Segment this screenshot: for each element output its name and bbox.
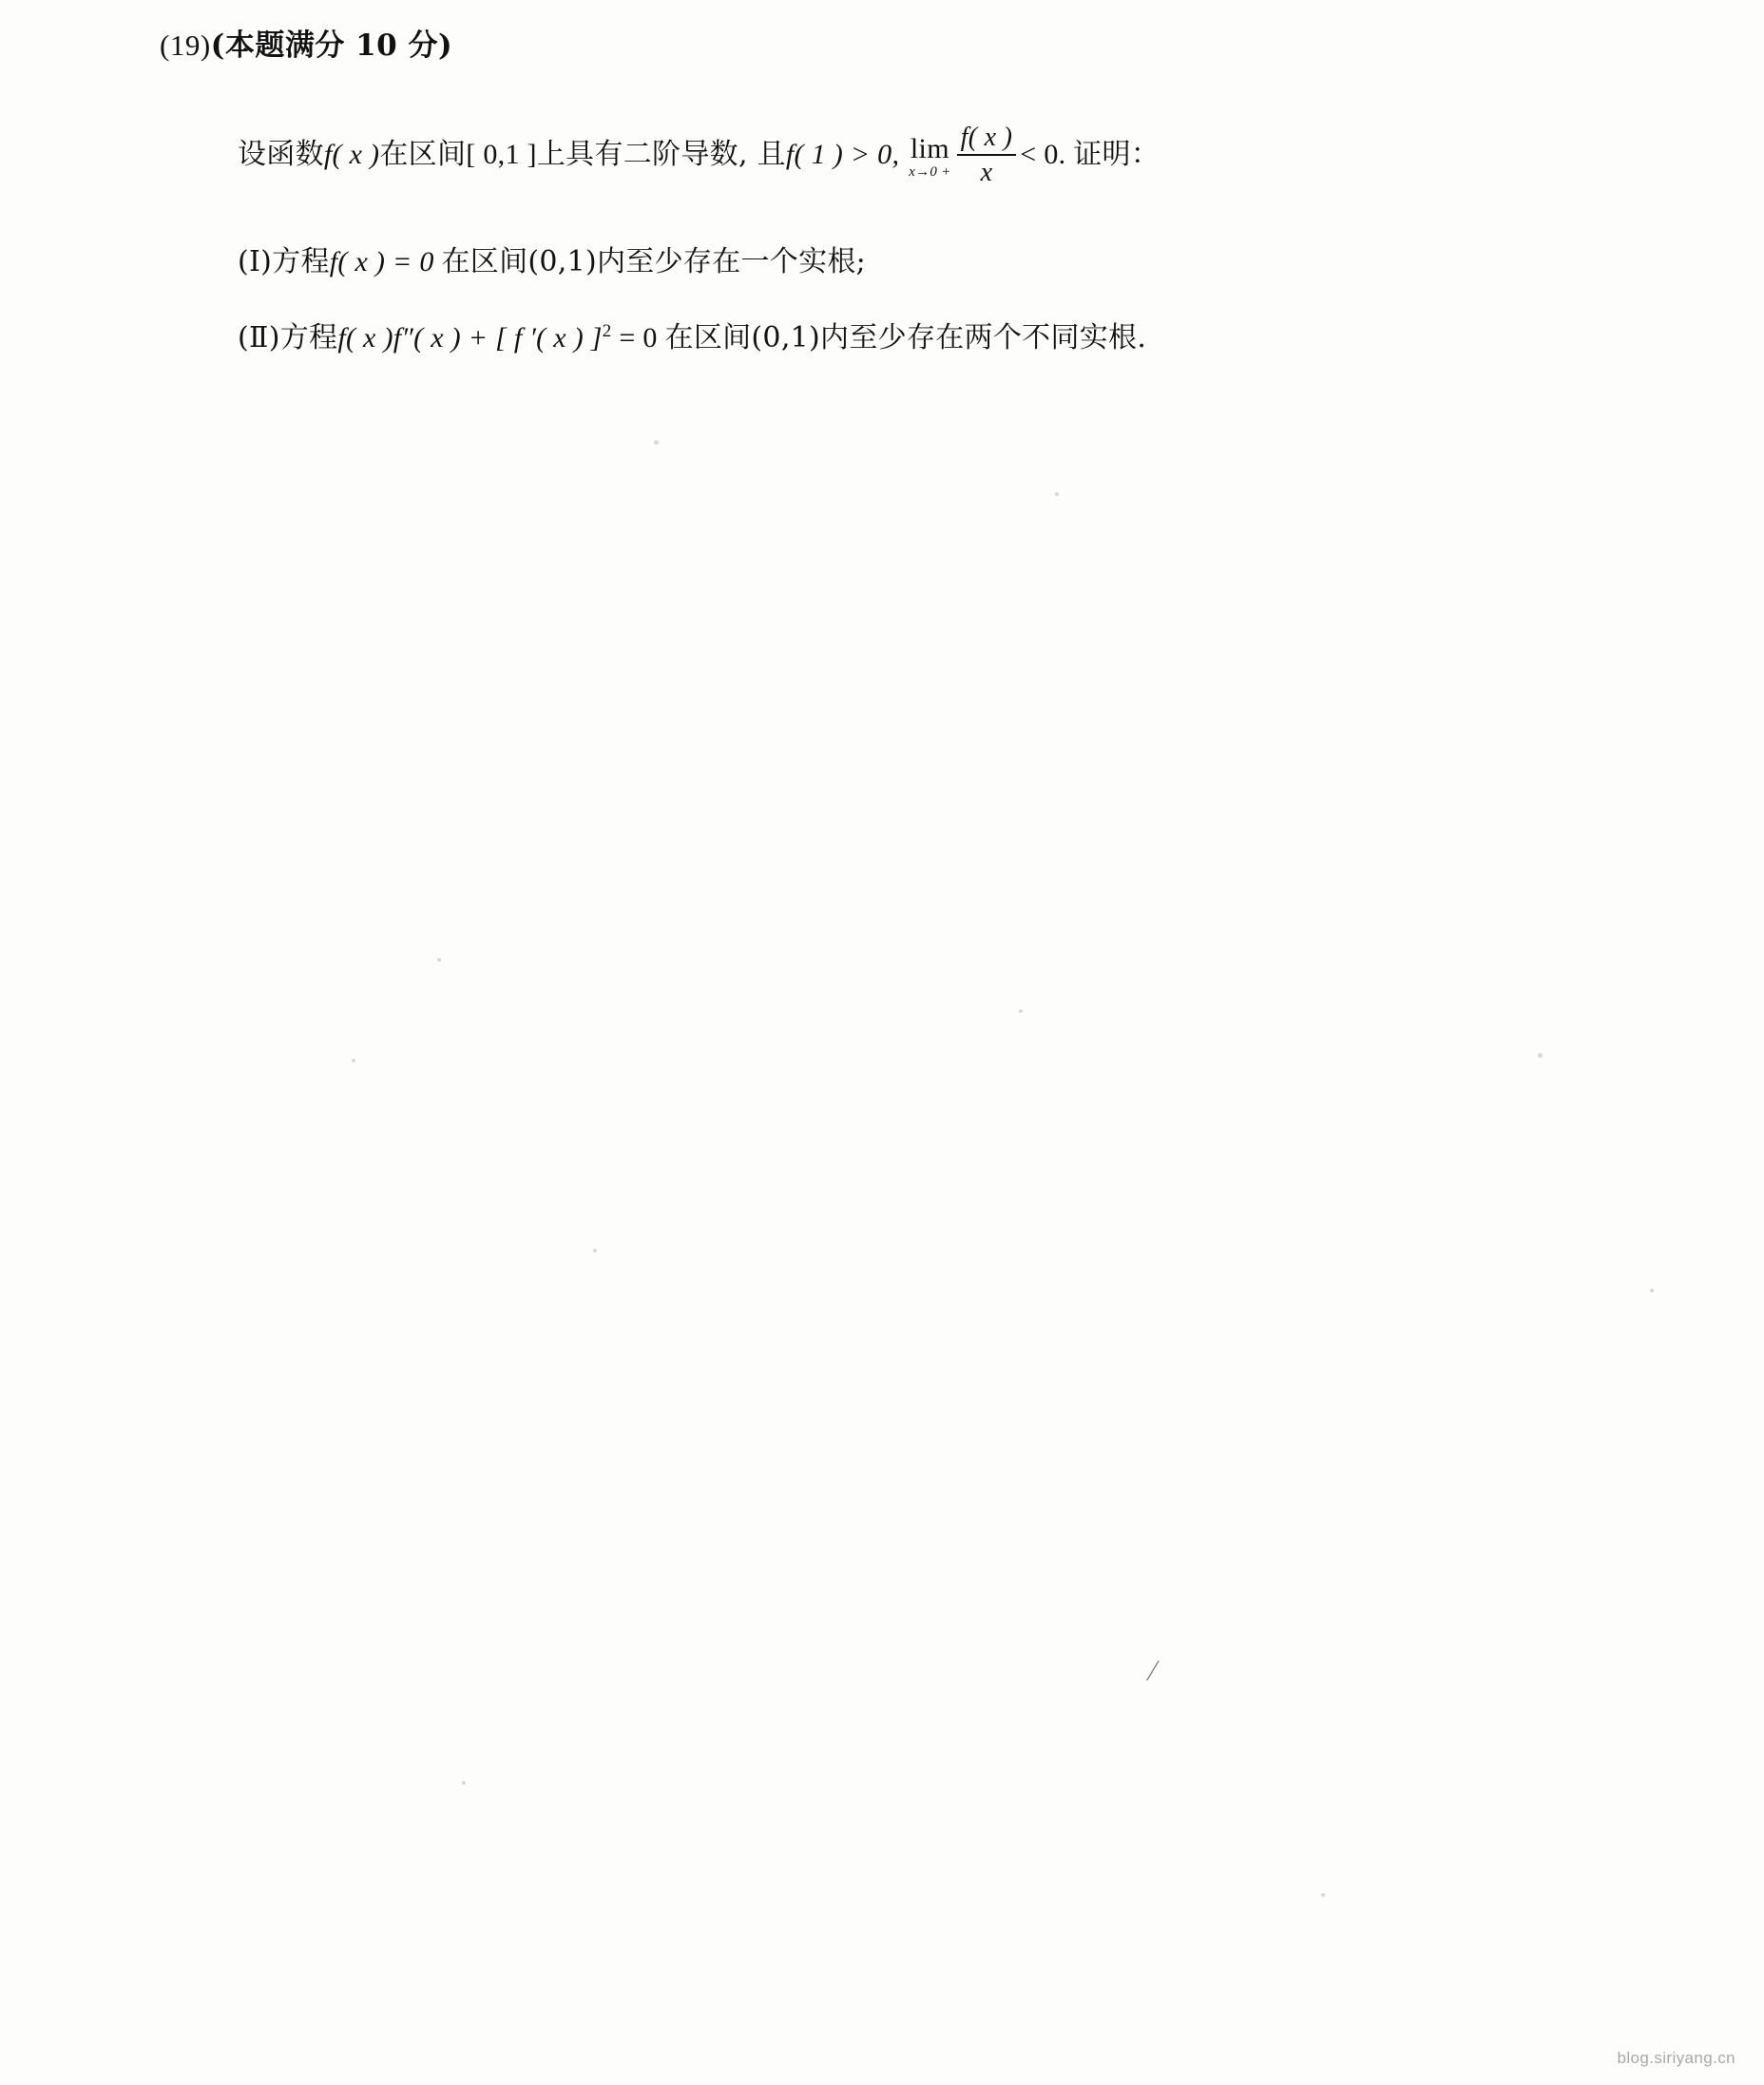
stem-interval: [ 0,1 ] bbox=[466, 139, 537, 171]
scan-speck bbox=[352, 1059, 355, 1062]
part-2-prefix: 方程 bbox=[279, 321, 338, 354]
scan-speck bbox=[1650, 1289, 1654, 1292]
stem-condition-1: f( 1 ) > 0, bbox=[785, 139, 900, 171]
part-2-suffix: 在区间(0,1)内至少存在两个不同实根. bbox=[664, 321, 1147, 354]
limit-fraction bbox=[957, 124, 1017, 186]
scan-speck bbox=[654, 440, 659, 445]
question-part-1 bbox=[238, 238, 866, 279]
fraction-numerator: f( x ) bbox=[960, 123, 1013, 152]
question-header bbox=[160, 21, 452, 64]
pen-stroke-mark: / bbox=[1144, 1653, 1161, 1690]
watermark: blog.siriyang.cn bbox=[1617, 2049, 1735, 2067]
fraction-denominator: x bbox=[980, 157, 993, 187]
part-2-label: (Ⅱ) bbox=[238, 321, 280, 354]
stem-mid-2: 上具有二阶导数, 且 bbox=[536, 138, 786, 172]
scan-speck bbox=[1055, 492, 1059, 496]
scan-speck bbox=[593, 1249, 597, 1253]
stem-mid-1: 在区间 bbox=[379, 138, 467, 172]
scan-speck bbox=[462, 1781, 466, 1785]
scan-speck bbox=[1321, 1893, 1325, 1897]
scan-speck bbox=[1538, 1053, 1543, 1058]
stem-condition-2: < 0. bbox=[1020, 139, 1066, 171]
part-1-suffix: 在区间(0,1)内至少存在一个实根; bbox=[441, 245, 867, 278]
stem-suffix: 证明： bbox=[1073, 138, 1160, 172]
question-number: (19) bbox=[160, 29, 211, 62]
question-score-note: (本题满分 10 分) bbox=[210, 29, 453, 63]
part-2-equation-lhs: f( x )f″( x ) + [ f ′( x ) ] bbox=[337, 322, 603, 354]
question-part-2 bbox=[238, 314, 1146, 355]
part-2-equation-rhs: = 0 bbox=[619, 322, 658, 354]
limit-subscript: x→0 + bbox=[909, 163, 951, 180]
question-stem bbox=[238, 125, 1160, 188]
stem-function: f( x ) bbox=[323, 139, 380, 171]
part-1-label: (Ⅰ) bbox=[238, 245, 273, 278]
part-1-equation: f( x ) = 0 bbox=[329, 246, 434, 277]
limit-operator bbox=[909, 132, 951, 180]
part-2-equation-exponent: 2 bbox=[602, 321, 612, 341]
scan-speck bbox=[1019, 1009, 1023, 1013]
limit-lim-label: lim bbox=[910, 132, 949, 164]
fraction-bar bbox=[957, 154, 1017, 156]
scan-speck bbox=[437, 958, 441, 962]
part-1-prefix: 方程 bbox=[272, 245, 330, 278]
stem-prefix: 设函数 bbox=[238, 138, 324, 172]
